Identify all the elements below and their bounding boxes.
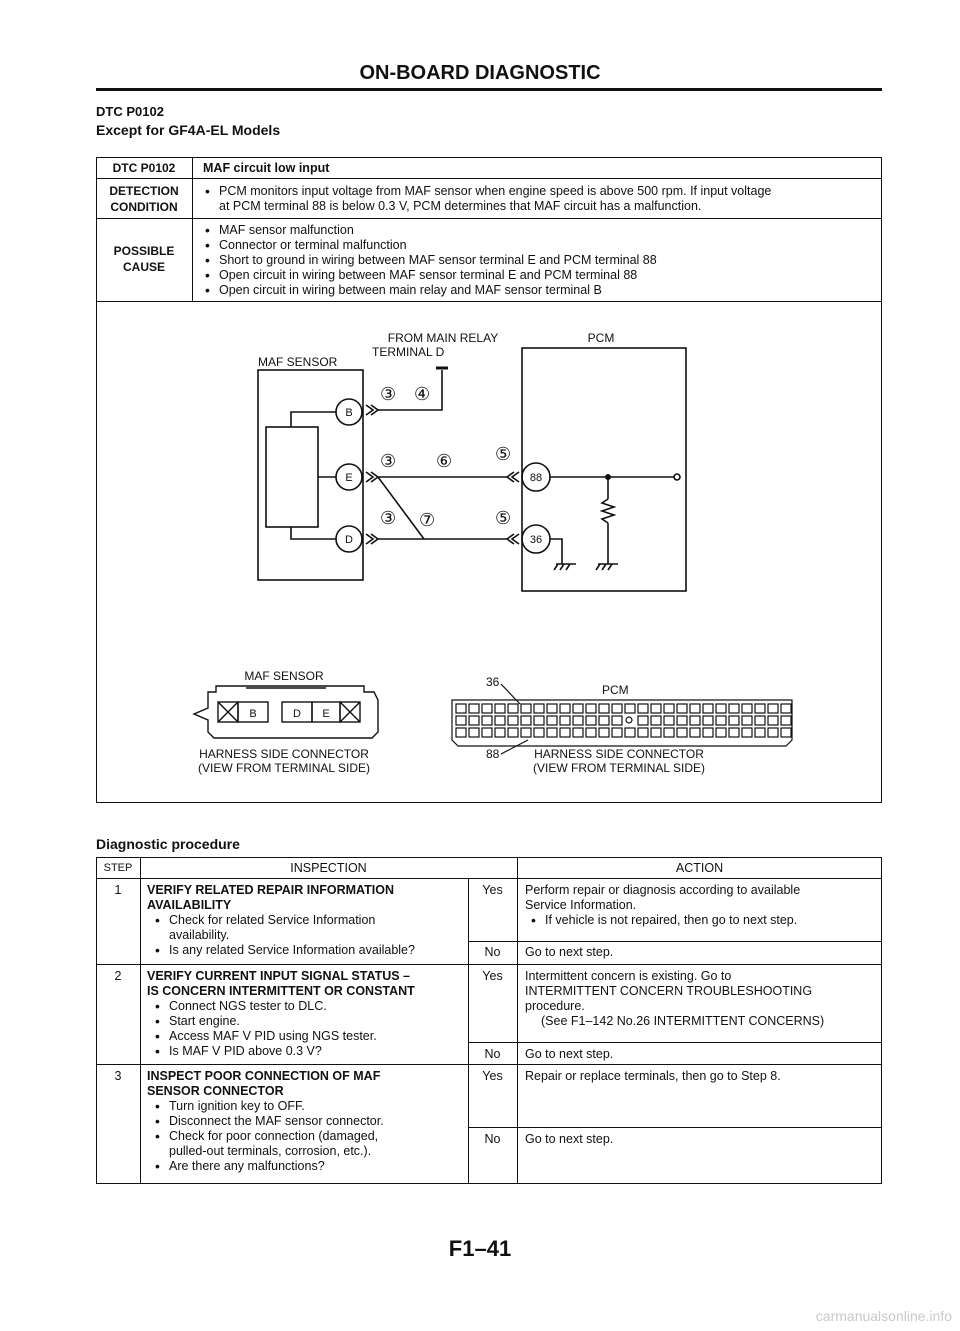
pcm-pin-cavity xyxy=(573,704,583,713)
step-1-no: No xyxy=(484,945,501,959)
pcm-pin-cavity xyxy=(768,728,778,737)
circled-3-label: ③ xyxy=(380,508,397,528)
pcm-pin-cavity xyxy=(495,704,505,713)
pcm-pin-cavity xyxy=(755,728,765,737)
maf-sensor-element xyxy=(266,427,318,527)
maf-conn-caption-2: (VIEW FROM TERMINAL SIDE) xyxy=(197,761,371,775)
dtc-row-text: MAF circuit low input xyxy=(203,161,330,175)
maf-conn-caption-1: HARNESS SIDE CONNECTOR xyxy=(199,747,369,761)
cause-item: • Open circuit in wiring between MAF sensor terminal E and PCM terminal 88 xyxy=(203,268,875,283)
label-maf-sensor: MAF SENSOR xyxy=(258,355,338,369)
cause-item: • Short to ground in wiring between MAF sensor terminal E and PCM terminal 88 xyxy=(203,253,875,268)
col-action-header: ACTION xyxy=(675,861,724,875)
cause-item: • MAF sensor malfunction xyxy=(203,223,875,238)
pcm-pin-cavity xyxy=(469,728,479,737)
pcm-pin-cavity xyxy=(547,704,557,713)
pcm-pin-cavity xyxy=(664,716,674,725)
pcm-conn-caption-1: HARNESS SIDE CONNECTOR xyxy=(534,747,704,761)
pcm-pin-cavity xyxy=(612,716,622,725)
page-number: F1–41 xyxy=(448,1236,512,1261)
pcm-pin-cavity xyxy=(599,704,609,713)
term-b-label: B xyxy=(345,407,353,419)
pcm-conn-pin-88: 88 xyxy=(486,747,500,761)
pcm-pin-cavity xyxy=(690,728,700,737)
pcm-pin-cavity xyxy=(781,728,791,737)
pcm-pin-cavity xyxy=(742,716,752,725)
pcm-pin-cavity xyxy=(612,704,622,713)
pcm-connector-latch xyxy=(626,717,632,723)
pcm-pin-cavity xyxy=(573,728,583,737)
pcm-pin-cavity xyxy=(508,716,518,725)
step-1-inspection: VERIFY RELATED REPAIR INFORMATION AVAILABILITY • Check for related Service Information availability. • Is any related Service Information available? xyxy=(147,883,465,958)
circled-5-label: ⑤ xyxy=(495,508,512,528)
term-e-label: E xyxy=(345,472,353,484)
pcm-conn-caption-2: (VIEW FROM TERMINAL SIDE) xyxy=(532,761,706,775)
pin-36-label: 36 xyxy=(529,534,543,546)
pcm-pin-cavity xyxy=(651,704,661,713)
pcm-pin-cavity xyxy=(716,716,726,725)
term-d-label: D xyxy=(345,534,353,546)
dtc-row-label: DTC P0102 xyxy=(112,161,176,175)
pcm-pin-cavity xyxy=(742,728,752,737)
pcm-pin-cavity xyxy=(781,704,791,713)
maf-connector-view xyxy=(194,686,378,738)
step-3-inspection: INSPECT POOR CONNECTION OF MAF SENSOR CONNECTOR • Turn ignition key to OFF. • Disconnect the MAF sensor connector. • Check for poor connection (damaged, pulled-out terminals, corrosion, etc.). • Are there any malfunctions? xyxy=(147,1069,465,1174)
pcm-pin-cavity xyxy=(638,704,648,713)
label-pcm: PCM xyxy=(587,331,615,345)
pcm-pin-cavity xyxy=(716,704,726,713)
pcm-pin-cavity xyxy=(547,716,557,725)
pcm-pin-cavity xyxy=(625,704,635,713)
wiring-diagram xyxy=(96,302,882,802)
pcm-pin-cavity xyxy=(625,728,635,737)
step-2-yes-action: Intermittent concern is existing. Go to INTERMITTENT CONCERN TROUBLESHOOTING procedure. (See F1–142 No.26 INTERMITTENT CONCERNS) xyxy=(525,969,825,1028)
detection-label: DETECTION CONDITION xyxy=(109,184,179,214)
pcm-pin-cavity xyxy=(638,728,648,737)
pcm-pin-cavity xyxy=(482,704,492,713)
pcm-pin-cavity xyxy=(560,716,570,725)
maf-conn-d: D xyxy=(293,708,301,720)
col-inspection-header: INSPECTION xyxy=(290,861,367,875)
pcm-pin-cavity xyxy=(755,704,765,713)
col-step-header: STEP xyxy=(103,862,133,874)
pcm-pin-cavity xyxy=(768,716,778,725)
watermark: carmanualsonline.info xyxy=(815,1308,952,1324)
pcm-connector-title: PCM xyxy=(602,683,629,697)
pcm-pin-cavity xyxy=(508,704,518,713)
step-number: 1 xyxy=(114,883,122,897)
step-1-no-action: Go to next step. xyxy=(525,945,614,959)
pcm-pin-cavity xyxy=(599,728,609,737)
possible-cause-list xyxy=(203,223,875,298)
pin-88-label: 88 xyxy=(529,472,543,484)
pcm-pin-cavity xyxy=(742,704,752,713)
pcm-pin-cavity xyxy=(456,728,466,737)
circled-7-label: ⑦ xyxy=(419,510,436,530)
pcm-pin-cavity xyxy=(716,728,726,737)
pcm-pin-cavity xyxy=(677,704,687,713)
pcm-pin-cavity xyxy=(495,716,505,725)
pcm-pin-cavity xyxy=(677,716,687,725)
pcm-pin-cavity xyxy=(469,716,479,725)
pcm-pin-cavity xyxy=(586,716,596,725)
models-subtitle: Except for GF4A-EL Models xyxy=(96,122,281,138)
dtc-code: DTC P0102 xyxy=(96,104,164,119)
step-number: 3 xyxy=(114,1069,122,1083)
step-3-yes: Yes xyxy=(482,1069,503,1083)
pcm-pin-cavity xyxy=(651,728,661,737)
pcm-pin-cavity xyxy=(495,728,505,737)
pcm-pin-cavity xyxy=(573,716,583,725)
header-rule xyxy=(96,88,882,91)
maf-conn-b: B xyxy=(249,708,257,720)
detection-text: • PCM monitors input voltage from MAF sensor when engine speed is above 500 rpm. If input voltage at PCM terminal 88 is below 0.3 V, PCM determines that MAF circuit has a malfunction. xyxy=(203,184,875,214)
pcm-pin-cavity xyxy=(729,716,739,725)
pcm-pin-cavity xyxy=(638,716,648,725)
circled-6-label: ⑥ xyxy=(436,451,453,471)
step-3-yes-action: Repair or replace terminals, then go to Step 8. xyxy=(525,1069,781,1083)
pcm-pin-cavity xyxy=(547,728,557,737)
pcm-pin-cavity xyxy=(729,728,739,737)
pcm-pin-cavity xyxy=(534,728,544,737)
pcm-pin-cavity xyxy=(690,704,700,713)
pcm-pin-cavity xyxy=(677,728,687,737)
maf-conn-e: E xyxy=(322,708,330,720)
circled-3-label: ③ xyxy=(380,451,397,471)
pcm-pin-cavity xyxy=(560,704,570,713)
step-2-yes: Yes xyxy=(482,969,503,983)
label-terminal-d: TERMINAL D xyxy=(372,345,445,359)
pcm-pin-cavity xyxy=(456,704,466,713)
pcm-outline xyxy=(522,348,686,591)
pcm-pin-cavity xyxy=(664,728,674,737)
pcm-pin-cavity xyxy=(781,716,791,725)
pcm-pin-cavity xyxy=(534,704,544,713)
circled-4-label: ④ xyxy=(414,384,431,404)
pcm-pin-cavity xyxy=(521,704,531,713)
step-2-inspection: VERIFY CURRENT INPUT SIGNAL STATUS – IS CONCERN INTERMITTENT OR CONSTANT • Connect NGS tester to DLC. • Start engine. • Access MAF V PID using NGS tester. • Is MAF V PID above 0.3 V? xyxy=(147,969,465,1059)
pcm-pin-cavity xyxy=(521,728,531,737)
step-3-no: No xyxy=(484,1132,501,1146)
pcm-pin-cavity xyxy=(586,728,596,737)
pcm-pin-cavity xyxy=(768,704,778,713)
page-title: ON-BOARD DIAGNOSTIC xyxy=(359,62,601,84)
pcm-pin-cavity xyxy=(755,716,765,725)
pcm-connector-view xyxy=(452,700,792,746)
label-from-main-relay: FROM MAIN RELAY xyxy=(387,331,499,345)
pcm-pin-cavity xyxy=(612,728,622,737)
pcm-pin-cavity xyxy=(586,704,596,713)
pcm-pin-cavity xyxy=(508,728,518,737)
maf-connector-title: MAF SENSOR xyxy=(244,669,324,683)
step-1-yes-action: Perform repair or diagnosis according to available Service Information. • If vehicle is not repaired, then go to next step. xyxy=(525,883,875,928)
cause-item: • Connector or terminal malfunction xyxy=(203,238,875,253)
pcm-pin-cavity xyxy=(482,716,492,725)
circled-3-label: ③ xyxy=(380,384,397,404)
pcm-pin-cavity xyxy=(469,704,479,713)
step-number: 2 xyxy=(114,969,122,983)
pcm-pin-cavity xyxy=(599,716,609,725)
procedure-title: Diagnostic procedure xyxy=(96,836,240,852)
cause-item: • Open circuit in wiring between main relay and MAF sensor terminal B xyxy=(203,283,875,298)
possible-cause-label: POSSIBLE CAUSE xyxy=(113,244,175,274)
pcm-pin-cavity xyxy=(521,716,531,725)
pcm-pin-cavity xyxy=(729,704,739,713)
pcm-pin-cavity xyxy=(703,716,713,725)
pcm-pin-cavity xyxy=(534,716,544,725)
pcm-pin-cavity xyxy=(456,716,466,725)
step-1-yes: Yes xyxy=(482,883,503,897)
circled-5-label: ⑤ xyxy=(495,444,512,464)
step-2-no: No xyxy=(484,1047,501,1061)
pcm-pin-cavity xyxy=(690,716,700,725)
pcm-pin-cavity xyxy=(703,704,713,713)
pcm-pin-cavity xyxy=(703,728,713,737)
pcm-pin-cavity xyxy=(651,716,661,725)
pcm-pin-cavity xyxy=(482,728,492,737)
pcm-conn-pin-36: 36 xyxy=(486,675,500,689)
pcm-pin-cavity xyxy=(664,704,674,713)
pcm-pin-cavity xyxy=(560,728,570,737)
step-3-no-action: Go to next step. xyxy=(525,1132,614,1146)
step-2-no-action: Go to next step. xyxy=(525,1047,614,1061)
